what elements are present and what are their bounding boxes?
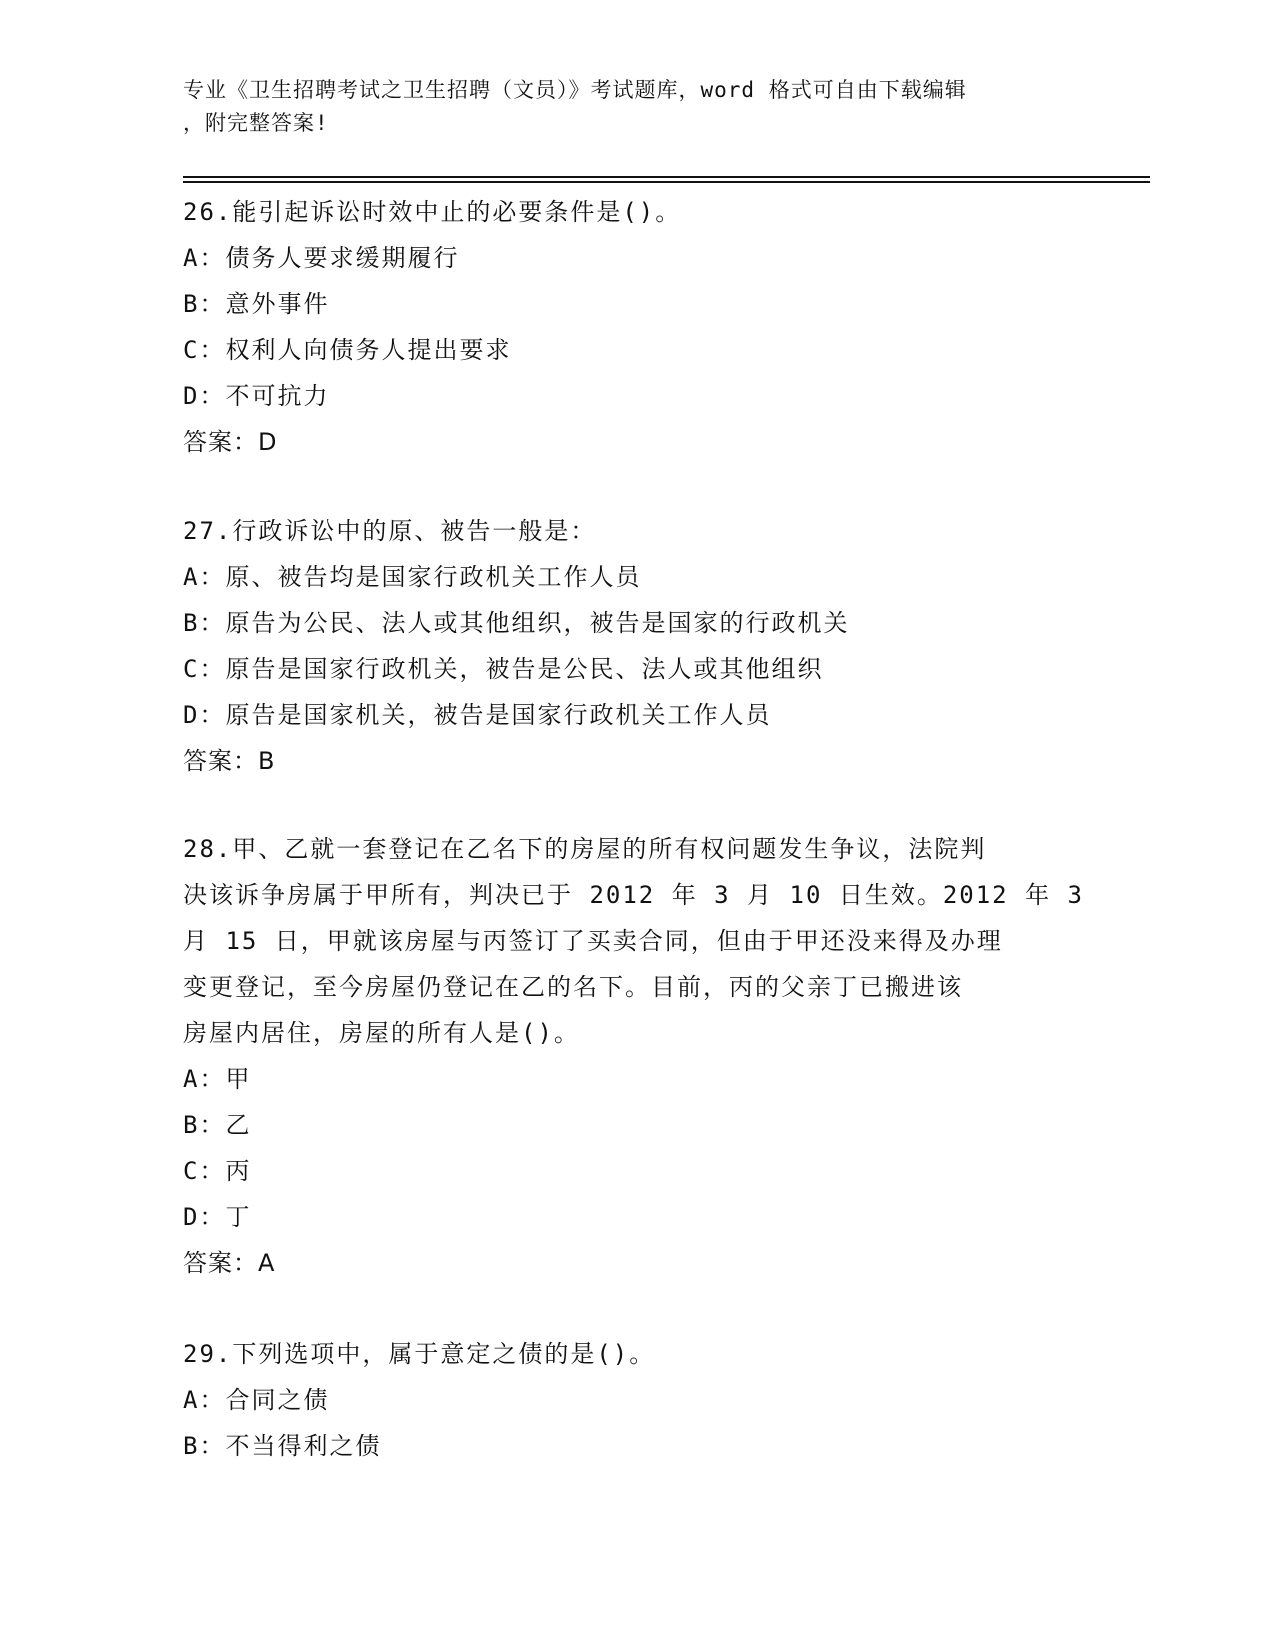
option-b: B：原告为公民、法人或其他组织，被告是国家的行政机关 xyxy=(183,609,850,637)
question-stem-line-1: 28.甲、乙就一套登记在乙名下的房屋的所有权问题发生争议，法院判 xyxy=(183,835,987,863)
option-b: B：不当得利之债 xyxy=(183,1432,382,1460)
option-c: C：丙 xyxy=(183,1157,252,1185)
option-d: D：丁 xyxy=(183,1203,252,1231)
question-stem-line-5: 房屋内居住，房屋的所有人是()。 xyxy=(183,1019,580,1047)
question-stem: 29.下列选项中，属于意定之债的是()。 xyxy=(183,1340,656,1368)
question-27 xyxy=(183,508,1083,784)
header-line-2: ，附完整答案! xyxy=(183,111,329,135)
option-b: B：意外事件 xyxy=(183,290,330,318)
header-divider-bottom xyxy=(183,181,1150,183)
option-a: A：合同之债 xyxy=(183,1386,330,1414)
option-b: B：乙 xyxy=(183,1111,252,1139)
option-c: C：权利人向债务人提出要求 xyxy=(183,336,512,364)
answer: 答案：B xyxy=(183,747,276,775)
question-28 xyxy=(183,826,1083,1286)
header-line-1: 专业《卫生招聘考试之卫生招聘（文员）》考试题库，word 格式可自由下载编辑 xyxy=(183,78,967,102)
option-c: C：原告是国家行政机关，被告是公民、法人或其他组织 xyxy=(183,655,824,683)
question-29 xyxy=(183,1331,1083,1469)
document-header xyxy=(183,74,1063,140)
answer: 答案：A xyxy=(183,1249,276,1277)
header-divider-top xyxy=(183,176,1150,178)
option-a: A：原、被告均是国家行政机关工作人员 xyxy=(183,563,642,591)
question-stem-line-4: 变更登记，至今房屋仍登记在乙的名下。目前，丙的父亲丁已搬进该 xyxy=(183,973,963,1001)
option-a: A：甲 xyxy=(183,1065,252,1093)
question-26 xyxy=(183,189,1083,465)
question-stem-line-3: 月 15 日，甲就该房屋与丙签订了买卖合同，但由于甲还没来得及办理 xyxy=(183,927,1003,955)
option-d: D：不可抗力 xyxy=(183,382,330,410)
option-d: D：原告是国家机关，被告是国家行政机关工作人员 xyxy=(183,701,772,729)
question-stem: 26.能引起诉讼时效中止的必要条件是()。 xyxy=(183,198,682,226)
answer: 答案：D xyxy=(183,428,278,456)
question-stem: 27.行政诉讼中的原、被告一般是： xyxy=(183,517,597,545)
question-stem-line-2: 决该诉争房属于甲所有，判决已于 2012 年 3 月 10 日生效。2012 年 3 xyxy=(183,881,1084,909)
option-a: A：债务人要求缓期履行 xyxy=(183,244,460,272)
